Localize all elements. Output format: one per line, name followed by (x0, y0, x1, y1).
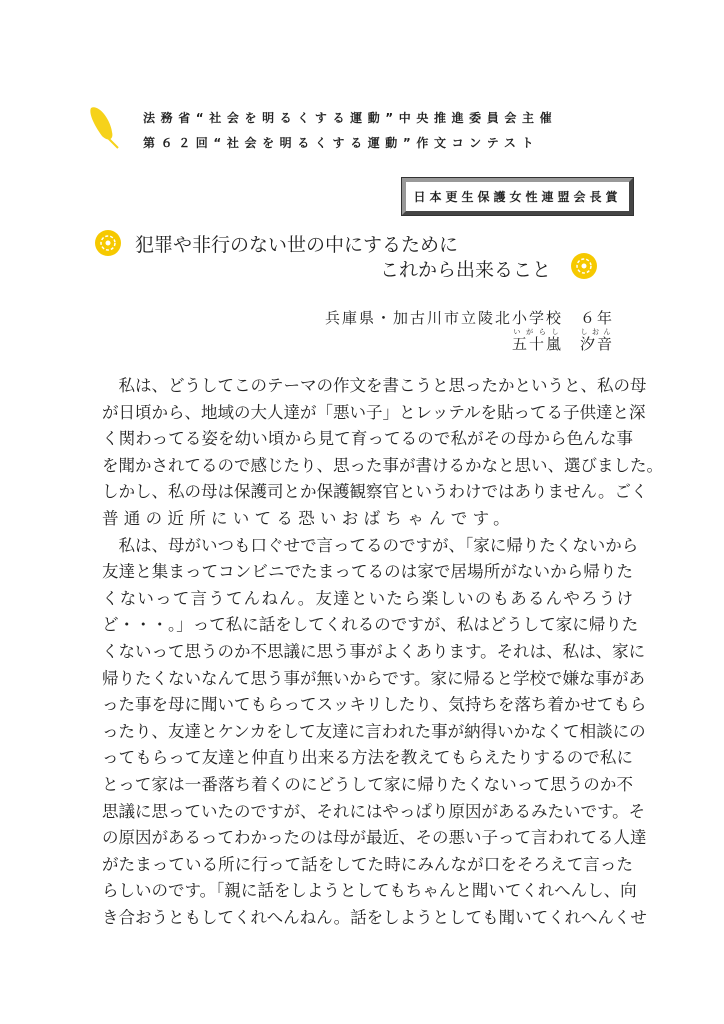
essay-line: くないって思うのか不思議に思う事がよくあります。それは、私は、家に (102, 642, 646, 661)
author-family-name: 五十嵐 (511, 335, 563, 353)
essay-title-line1: 犯罪や非行のない世の中にするために (135, 234, 459, 256)
essay-line: が日頃から、地域の大人達が「悪い子」とレッテルを貼ってる子供達と深 (102, 402, 646, 422)
essay-line: の原因があるってわかったのは母が最近、その悪い子って言われてる人達 (102, 828, 647, 848)
essay-line: く関わってる姿を幼い頃から見て育ってるので私がその母から色んな事 (102, 429, 633, 449)
essay-line: き合おうともしてくれへんねん。話をしようとしても聞いてくれへんくせ (102, 908, 647, 927)
essay-line: を聞かされてるので感じたり、思った事が書けるかなと思い、選びました。 (102, 455, 663, 475)
essay-line: 私は、母がいつも口ぐせで言ってるのですが、「家に帰りたくないから (102, 535, 639, 555)
essay-line: 思議に思っていたのですが、それにはやっぱり原因があるみたいです。そ (102, 801, 646, 821)
essay-line: ってもらって友達と仲直り出来る方法を教えてもらえたりするので私に (102, 748, 633, 768)
essay-line: 友達と集まってコンビニでたまってるのは家で居場所がないから帰りた (102, 562, 633, 582)
author-school: 兵庫県・加古川市立陵北小学校 ６年 (324, 309, 614, 327)
flower-icon (571, 253, 597, 279)
essay-line: がたまっている所に行って話をしてた時にみんなが口をそろえて言った (102, 854, 633, 874)
award-label: 日本更生保護女性連盟会長賞 (413, 190, 622, 204)
essay-line: くないって言うてんねん。友達といたら楽しいのもあるんやろうけ (102, 588, 633, 608)
organizer-line: 法務省“社会を明るくする運動”中央推進委員会主催 (143, 111, 558, 125)
essay-line: 私は、どうしてこのテーマの作文を書こうと思ったかというと、私の母 (102, 376, 647, 395)
essay-line: しかし、私の母は保護司とか保護観察官というわけではありません。ごく (102, 482, 648, 502)
essay-line: ど・・・。」って私に話をしてくれるのですが、私はどうして家に帰りた (102, 615, 639, 635)
essay-line: った事を母に聞いてもらってスッキリしたり、気持ちを落ち着かせてもら (102, 695, 647, 715)
award-box (402, 178, 633, 215)
essay-line: ったり、友達とケンカをして友達に言われた事が納得いかなくて相談にの (102, 721, 646, 741)
essay-line: とって家は一番落ち着くのにどうして家に帰りたくないって思うのか不 (102, 775, 633, 794)
essay-title-line2: これから出来ること (380, 259, 552, 281)
contest-line: 第６２回“社会を明るくする運動”作文コンテスト (143, 136, 540, 150)
essay-line: 普通の近所にいてる恐いおばちゃんです。 (102, 509, 515, 528)
given-ruby: しおん (579, 328, 614, 336)
feather-icon (88, 104, 124, 150)
family-ruby: いがらし (511, 328, 563, 336)
author-name (512, 328, 614, 354)
flower-icon (95, 230, 121, 256)
essay-line: らしいのです。「親に話をしようとしてもちゃんと聞いてくれへんし、向 (102, 881, 637, 901)
author-given-name: 汐音 (579, 335, 614, 353)
essay-line: 帰りたくないなんて思う事が無いからです。家に帰ると学校で嫌な事があ (102, 668, 646, 688)
